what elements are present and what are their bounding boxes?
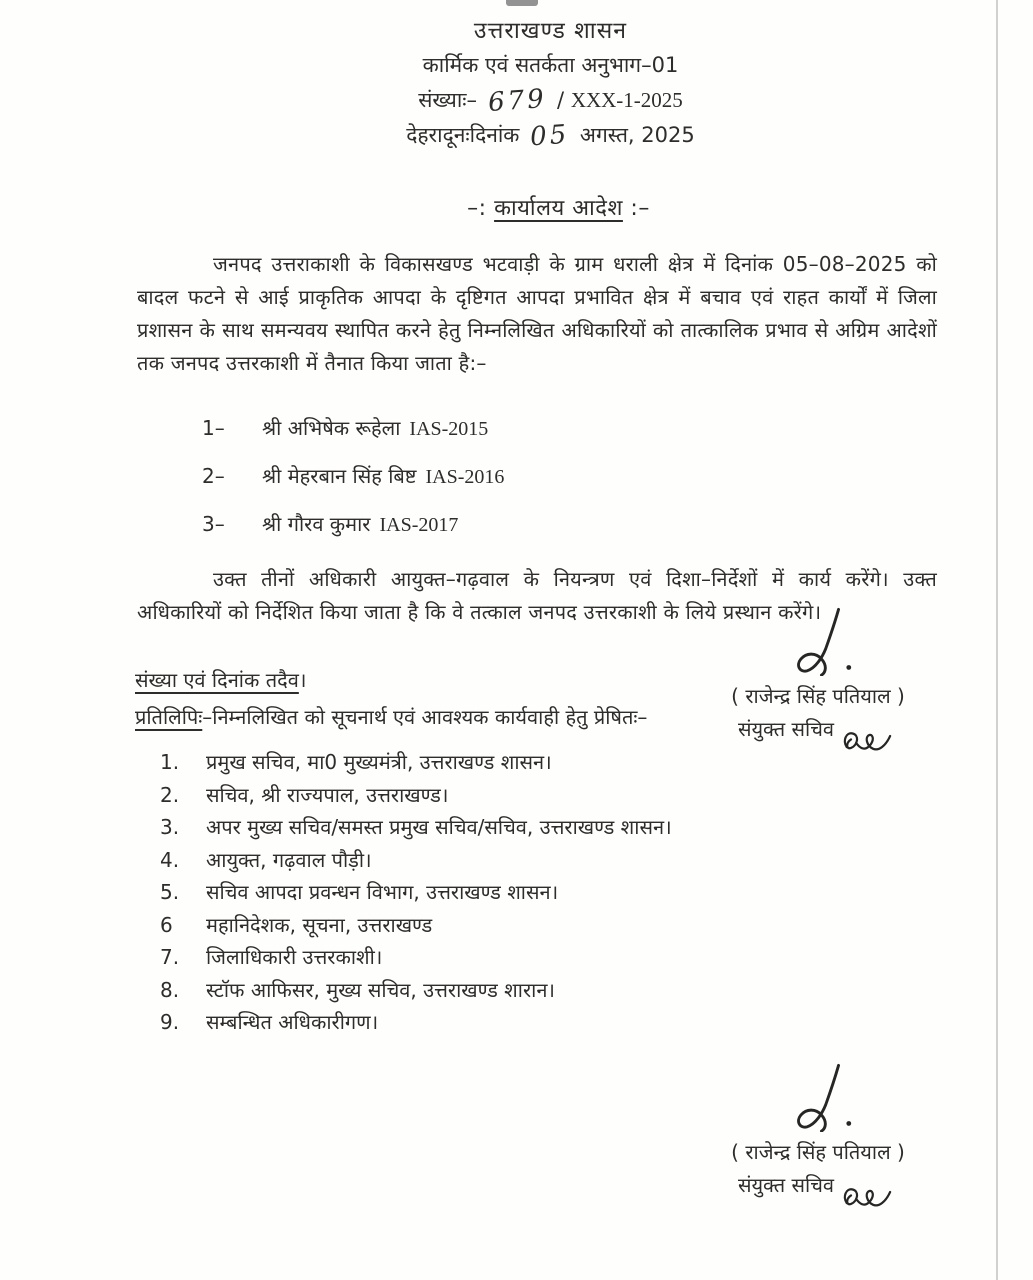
initials-scribble-icon xyxy=(838,1181,898,1215)
government-name: उत्तराखण्ड शासन xyxy=(473,18,628,44)
reference-number-line xyxy=(406,82,694,117)
date-line xyxy=(406,117,694,152)
officer-batch: IAS-2015 xyxy=(409,418,489,440)
distribution-number: 8. xyxy=(160,977,180,1002)
reference-number-label: संख्याः– xyxy=(418,88,478,112)
officer-number: 1– xyxy=(202,416,225,440)
officer-name: श्री गौरव कुमार xyxy=(262,512,371,536)
officer-batch: IAS-2017 xyxy=(379,514,459,536)
distribution-text: अपर मुख्य सचिव/समस्त प्रमुख सचिव/सचिव, उत्तराखण्ड शासन। xyxy=(206,815,672,839)
distribution-text: स्टॉफ आफिसर, मुख्य सचिव, उत्तराखण्ड शारान। xyxy=(206,977,556,1002)
officers-list xyxy=(202,414,1033,539)
reference-number-handwritten: 679 xyxy=(486,83,548,119)
signatory-title: संयुक्त सचिव xyxy=(737,1173,835,1197)
order-paragraph-2: उक्त तीनों अधिकारी आयुक्त–गढ़वाल के नियन्त्रण एवं दिशा–निर्देशों में कार्य करेंगे। उक्त अधिकारियों को निर्देशित किया जाता है कि वे तत्काल जनपद उत्तरकाशी के लिये प्रस्थान करेंगे। xyxy=(137,567,937,624)
signature-dot xyxy=(846,665,851,670)
officer-number: 3– xyxy=(202,512,225,536)
order-paragraph-1: जनपद उत्तराकाशी के विकासखण्ड भटवाड़ी के ग्राम धराली क्षेत्र में दिनांक 05–08–2025 को बादल फटने से आई प्राकृतिक आपदा के दृष्टिगत आपदा प्रभावित क्षेत्र में बचाव एवं राहत कार्यों में जिला प्रशासन के साथ समन्यवय स्थापित करने हेतु निम्नलिखित अधिकारियों को तात्कालिक प्रभाव से अग्रिम आदेशों तक जनपद उत्तरकाशी में तैनात किया जाता है:– xyxy=(137,252,937,375)
distribution-row xyxy=(160,909,1033,942)
distribution-row xyxy=(160,876,1033,909)
signature-icon xyxy=(787,1062,873,1132)
distribution-number: 5. xyxy=(160,880,180,904)
copy-text: –निम्नलिखित को सूचनार्थ एवं आवश्यक कार्यवाही हेतु प्रेषितः– xyxy=(202,705,648,729)
signatory-title-row xyxy=(673,715,963,749)
signatory-name: ( राजेन्द्र सिंह पतियाल ) xyxy=(731,1140,905,1164)
same-number-date-text: संख्या एवं दिनांक तदैव xyxy=(135,668,299,692)
signature-dot xyxy=(846,1121,851,1126)
distribution-number: 3. xyxy=(160,815,180,839)
distribution-text: सम्बन्धित अधिकारीगण। xyxy=(206,1010,379,1034)
distribution-row xyxy=(160,844,1033,877)
order-title xyxy=(42,192,1033,222)
place-date-label: देहरादूनःदिनांक xyxy=(406,123,520,147)
distribution-row xyxy=(160,1006,1033,1039)
distribution-text: जिलाधिकारी उत्तरकाशी। xyxy=(206,945,383,969)
officer-row xyxy=(202,510,1033,539)
distribution-number: 6 xyxy=(160,912,173,937)
reference-number-code: XXX-1-2025 xyxy=(570,88,683,112)
letterhead xyxy=(406,0,694,152)
signature-block-top xyxy=(673,606,963,749)
distribution-row xyxy=(160,974,1033,1007)
distribution-number: 2. xyxy=(160,782,180,807)
date-month-year: अगस्त, 2025 xyxy=(579,123,695,147)
signatory-title: संयुक्त सचिव xyxy=(737,717,835,741)
order-title-text: कार्यालय आदेश xyxy=(494,196,623,221)
order-title-suffix: :– xyxy=(630,196,650,221)
distribution-number: 4. xyxy=(160,847,180,872)
signatory-name: ( राजेन्द्र सिंह पतियाल ) xyxy=(731,684,905,708)
distribution-number: 9. xyxy=(160,1010,180,1034)
officer-name: श्री अभिषेक रूहेला xyxy=(262,416,401,440)
initials-scribble-icon xyxy=(838,725,898,759)
distribution-row xyxy=(160,941,1033,974)
danda-mark: । xyxy=(298,668,307,692)
signature-icon xyxy=(787,606,873,676)
distribution-number: 1. xyxy=(160,750,180,774)
signature-block-bottom xyxy=(673,1062,963,1205)
officer-batch: IAS-2016 xyxy=(425,466,505,488)
distribution-text: सचिव, श्री राज्यपाल, उत्तराखण्ड। xyxy=(206,782,449,807)
order-title-prefix: –: xyxy=(467,196,487,221)
officer-row xyxy=(202,414,1033,443)
officer-name: श्री मेहरबान सिंह बिष्ट xyxy=(262,464,417,488)
distribution-row xyxy=(160,779,1033,812)
distribution-number: 7. xyxy=(160,945,180,969)
date-handwritten: 05 xyxy=(529,119,571,153)
distribution-row xyxy=(160,746,1033,779)
officer-number: 2– xyxy=(202,464,225,488)
distribution-list xyxy=(160,746,1033,1039)
distribution-text: सचिव आपदा प्रवन्धन विभाग, उत्तराखण्ड शासन। xyxy=(206,880,559,904)
reference-number-separator: / xyxy=(557,88,565,112)
department-section: कार्मिक एवं सतर्कता अनुभाग–01 xyxy=(422,53,679,77)
signatory-title-row xyxy=(673,1171,963,1205)
copy-label: प्रतिलिपिः xyxy=(135,705,203,729)
distribution-text: प्रमुख सचिव, मा0 मुख्यमंत्री, उत्तराखण्ड शासन। xyxy=(206,750,552,774)
officer-row xyxy=(202,462,1033,491)
distribution-text: आयुक्त, गढ़वाल पौड़ी। xyxy=(206,847,372,872)
distribution-text: महानिदेशक, सूचना, उत्तराखण्ड xyxy=(206,912,433,937)
distribution-row xyxy=(160,811,1033,844)
